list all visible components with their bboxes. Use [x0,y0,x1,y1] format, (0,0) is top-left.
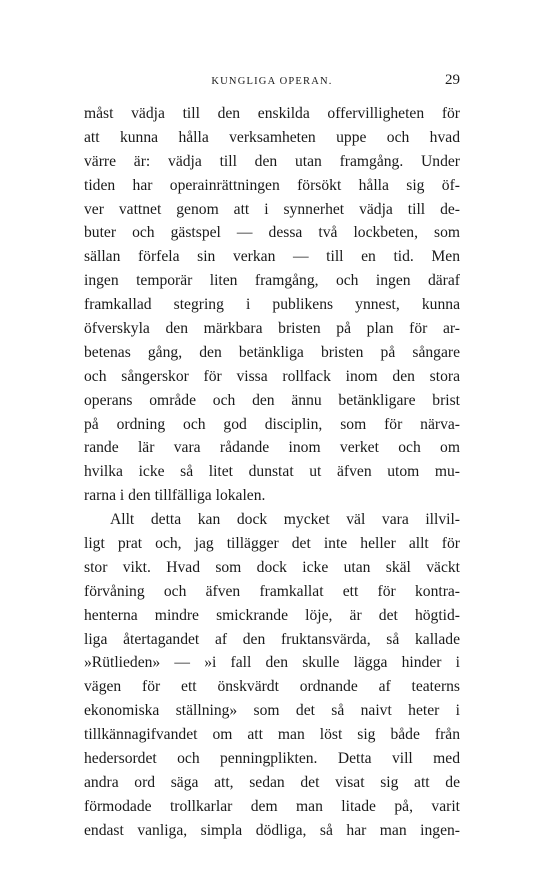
text-line: värre är: vädja till den utan framgång. Under [84,152,460,170]
book-page [84,68,460,843]
text-line: förmodade trollkarlar dem man litade på, varit [84,797,460,815]
text-line: ver vattnet genom att i synnerhet vädja till de- [84,200,460,218]
text-line: betenas gång, den betänkliga bristen på sångare [84,343,460,361]
page-number: 29 [445,72,460,88]
body-text [84,102,460,843]
text-line: »Rütlieden» — »i fall den skulle lägga hinder i [84,654,460,672]
text-line: rande lär vara rådande inom verket och om [84,439,460,457]
text-line: buter och gästspel — dessa två lockbeten, som [84,224,460,242]
text-line: liga återtagandet af den fruktansvärda, så kallade [84,630,460,648]
paragraph-end-line: rarna i den tillfälliga lokalen. [84,487,266,505]
text-line: stor vikt. Hvad som dock icke utan skäl väckt [84,558,460,576]
text-line: hedersordet och penningplikten. Detta vill med [84,750,460,768]
text-line: tiden har operainrättningen försökt hålla sig öf- [84,176,460,194]
text-line: att kunna hålla verksamheten uppe och hvad [84,128,460,146]
text-line: och sångerskor för vissa rollfack inom den stora [84,367,460,385]
text-line: hvilka icke så litet dunstat ut äfven utom mu- [84,463,460,481]
text-line: endast vanliga, simpla dödliga, så har man ingen- [84,821,460,839]
running-title: KUNGLIGA OPERAN. [211,76,333,87]
paragraph-first-line: Allt detta kan dock mycket väl vara illvil- [110,511,460,529]
text-line: ingen temporär liten framgång, och ingen däraf [84,272,460,290]
text-line: henterna mindre smickrande löje, är det högtid- [84,606,460,624]
text-line: sällan förfela sin verkan — till en tid. Men [84,248,460,266]
text-line: öfverskyla den märkbara bristen på plan för ar- [84,320,460,338]
text-line: måst vädja till den enskilda offervilligheten för [84,105,460,122]
text-line: operans område och den ännu betänkligare brist [84,391,460,409]
text-line: tillkännagifvandet om att man löst sig både från [84,726,460,744]
text-line: framkallad stegring i publikens ynnest, kunna [84,296,460,314]
text-line: vägen för ett önskvärdt ordnande af teaterns [84,678,460,696]
text-line: på ordning och god disciplin, som för närva- [84,415,460,433]
text-line: ligt prat och, jag tillägger det inte heller allt för [84,535,460,553]
running-head [84,68,460,90]
text-line: andra ord säga att, sedan det visat sig att de [84,773,460,791]
text-line: ekonomiska ställning» som det så naivt heter i [84,702,460,720]
text-line: förvåning och äfven framkallat ett för kontra- [84,582,460,600]
